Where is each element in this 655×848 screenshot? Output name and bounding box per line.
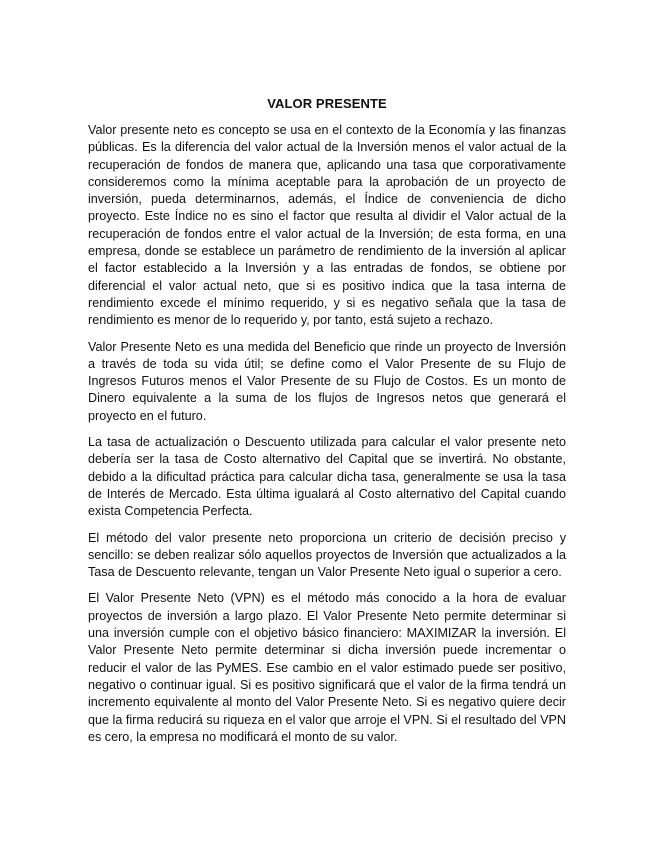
paragraph-5: El Valor Presente Neto (VPN) es el método más conocido a la hora de evaluar proyectos de inversión a largo plazo. El Valor Presente Neto permite determinar si una inversión cumple con el objetivo básico financiero: MAXIMIZAR la inversión. El Valor Presente Neto permite determinar si dicha inversión puede incrementar o reducir el valor de las PyMES. Ese cambio en el valor estimado puede ser positivo, negativo o continuar igual. Si es positivo significará que el valor de la firma tendrá un incremento equivalente al monto del Valor Presente Neto. Si es negativo quiere decir que la firma reducirá su riqueza en el valor que arroje el VPN. Si el resultado del VPN es cero, la empresa no modificará el monto de su valor. (88, 591, 566, 744)
paragraph-1: Valor presente neto es concepto se usa en el contexto de la Economía y las finanzas públicas. Es la diferencia del valor actual de la Inversión menos el valor actual de la recuperación de fondos de manera que, aplicando una tasa que corporativamente consideremos como la mínima aceptable para la aprobación de un proyecto de inversión, pueda determinarnos, además, el Índice de conveniencia de dicho proyecto. Este Índice no es sino el factor que resulta al dividir el Valor actual de la recuperación de fondos entre el valor actual de la Inversión; de esta forma, en una empresa, donde se establece un parámetro de rendimiento de la inversión al aplicar el factor establecido a la Inversión y a las entradas de fondos, se obtiene por diferencial el valor actual neto, que si es positivo indica que la tasa interna de rendimiento excede el mínimo requerido, y si es negativo señala que la tasa de rendimiento es menor de lo requerido y, por tanto, está sujeto a rechazo. (88, 123, 566, 328)
document-page (88, 96, 566, 755)
paragraph-4: El método del valor presente neto proporciona un criterio de decisión preciso y sencillo: se deben realizar sólo aquellos proyectos de Inversión que actualizados a la Tasa de Descuento relevante, tengan un Valor Presente Neto igual o superior a cero. (88, 530, 566, 580)
document-title: VALOR PRESENTE (267, 96, 387, 111)
paragraph-3: La tasa de actualización o Descuento utilizada para calcular el valor presente neto debería ser la tasa de Costo alternativo del Capital que se invertirá. No obstante, debido a la dificultad práctica para calcular dicha tasa, generalmente se usa la tasa de Interés de Mercado. Esta última igualará al Costo alternativo del Capital cuando exista Competencia Perfecta. (88, 435, 566, 519)
paragraph-2: Valor Presente Neto es una medida del Beneficio que rinde un proyecto de Inversión a través de toda su vida útil; se define como el Valor Presente de su Flujo de Ingresos Futuros menos el Valor Presente de su Flujo de Costos. Es un monto de Dinero equivalente a la suma de los flujos de Ingresos netos que generará el proyecto en el futuro. (88, 339, 566, 423)
